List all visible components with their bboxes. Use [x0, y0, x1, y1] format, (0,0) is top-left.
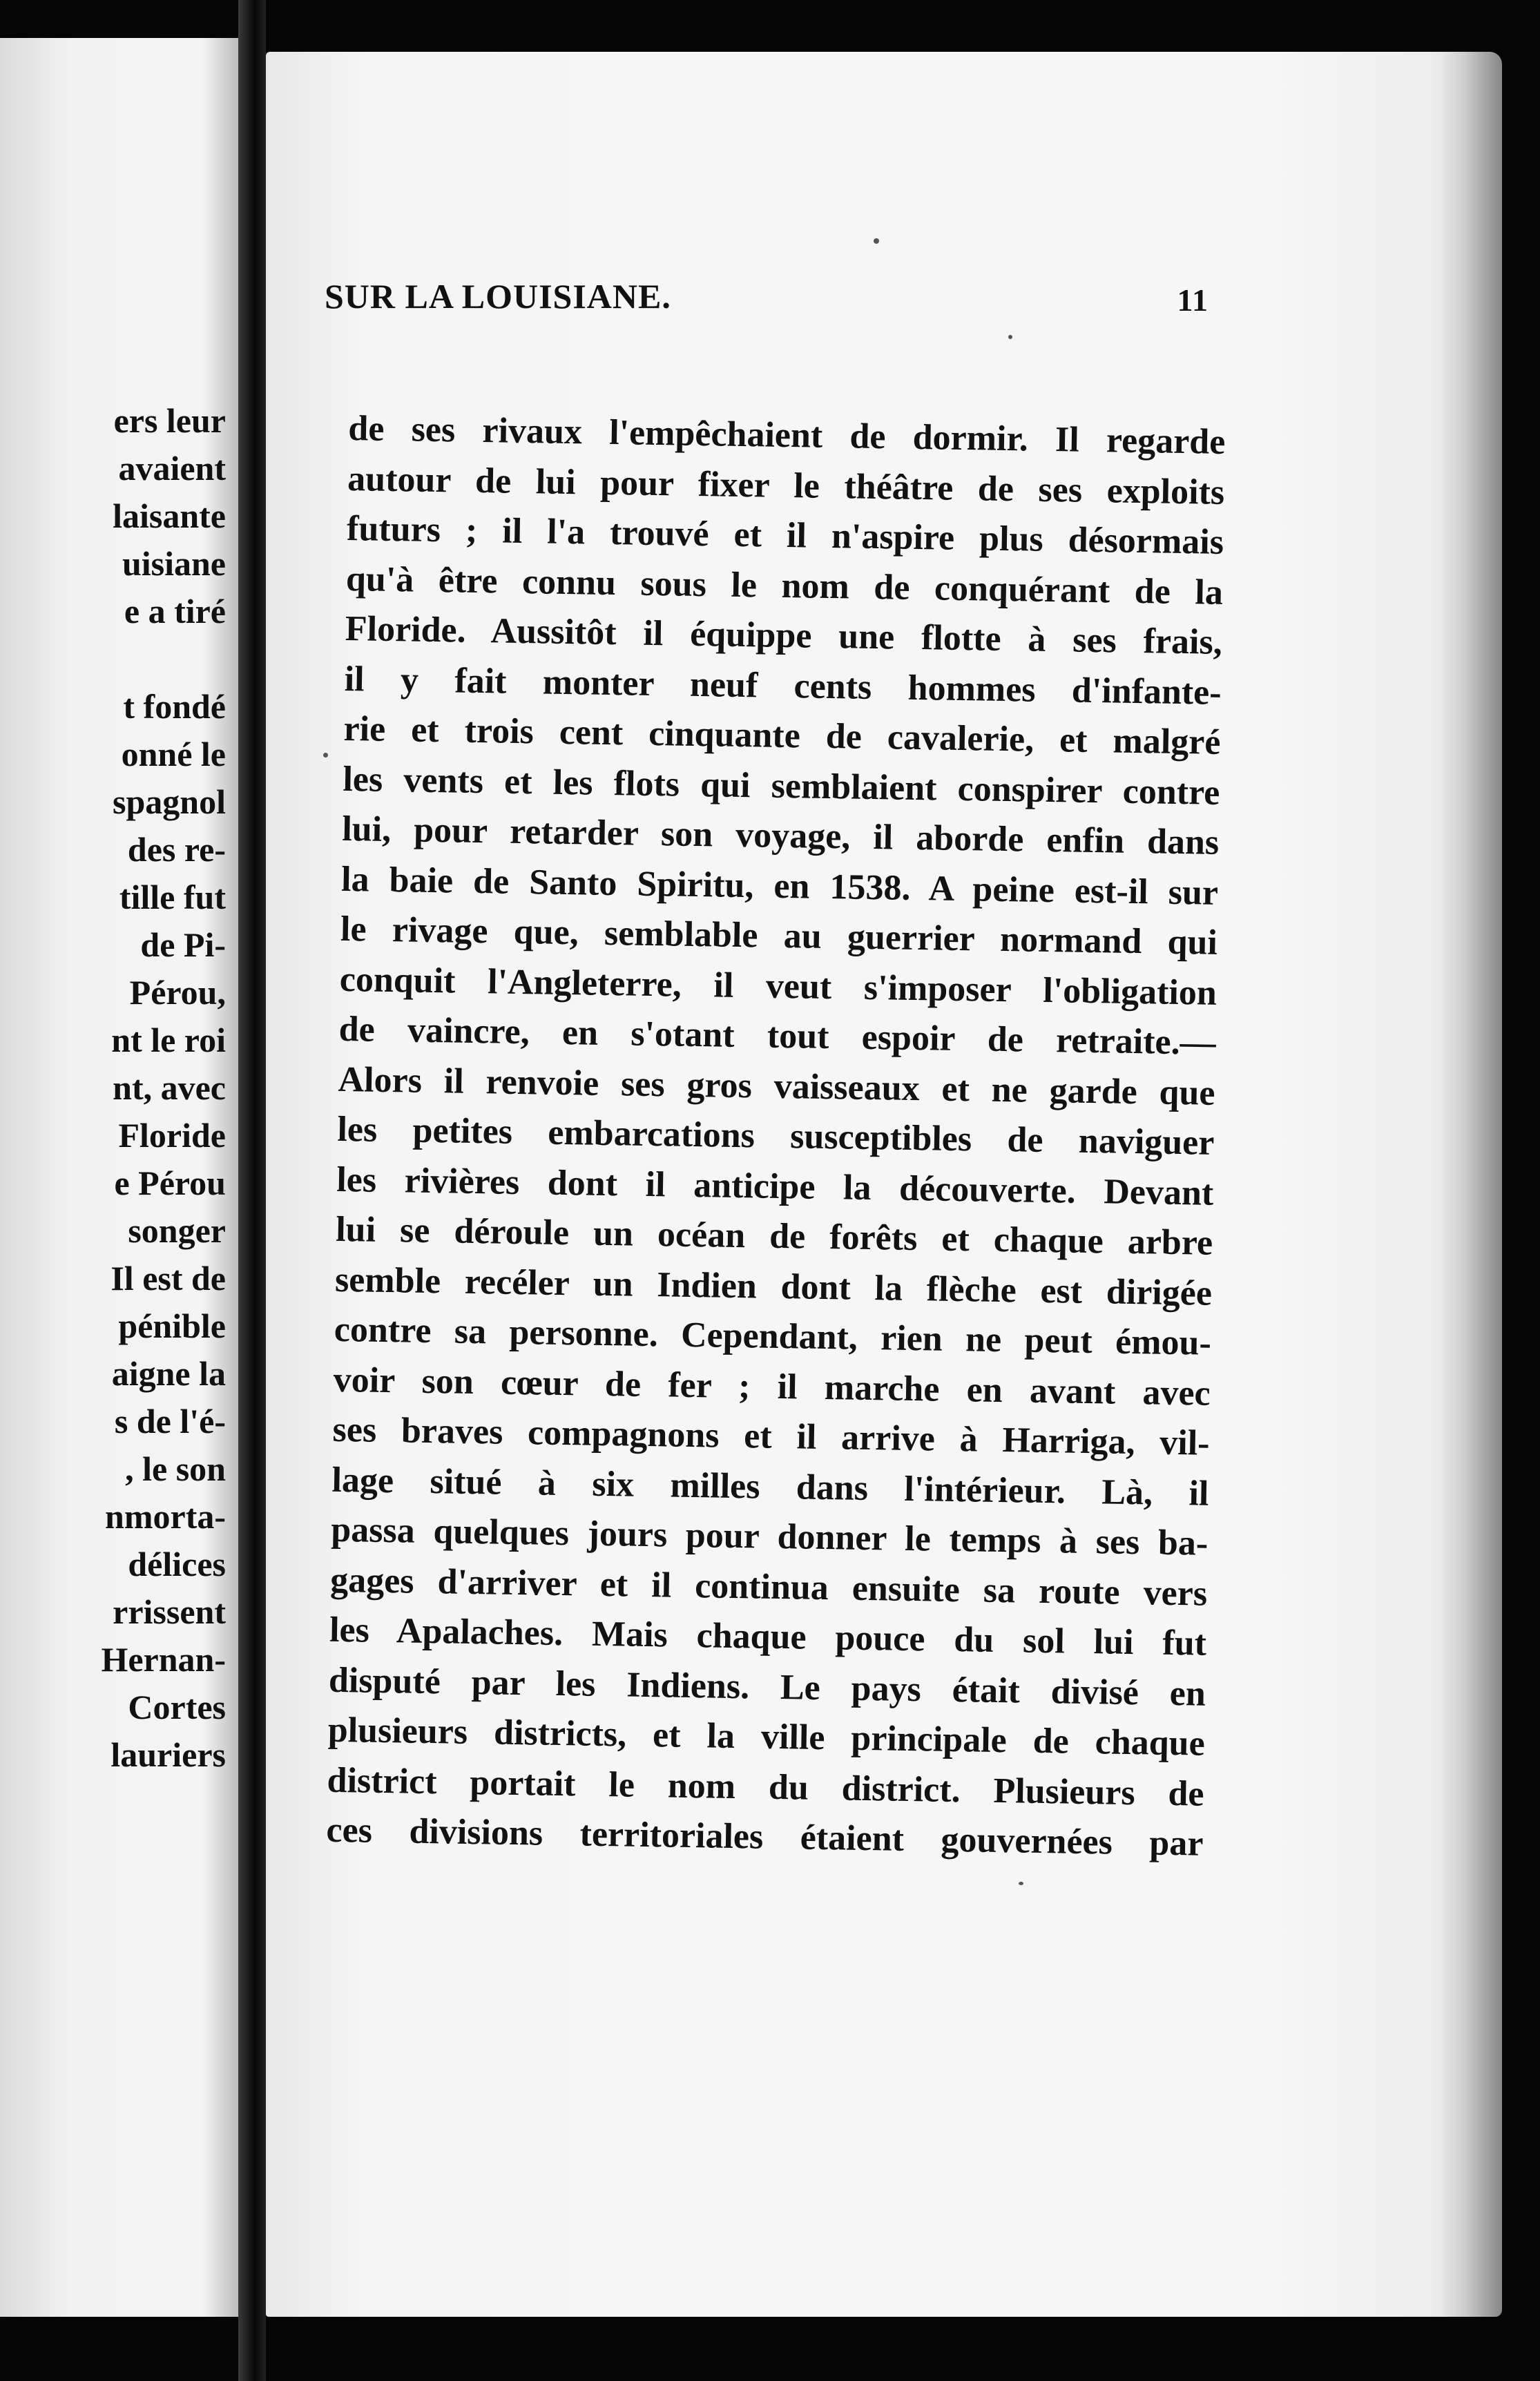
- text-line: de ses rivaux l'empêchaient de dormir. Il regarde: [347, 408, 1226, 462]
- left-line: nmorta-: [105, 1497, 226, 1536]
- left-line: e a tiré: [124, 592, 226, 630]
- text-line: lage situé à six milles dans l'intérieur. Là, il: [331, 1460, 1209, 1514]
- text-line: de vaincre, en s'otant tout espoir de retraite.—: [338, 1009, 1217, 1063]
- text-line: passa quelques jours pour donner le temps à ses ba-: [330, 1510, 1209, 1563]
- running-title: SUR LA LOUISIANE.: [325, 277, 671, 316]
- left-line: pénible: [118, 1307, 226, 1345]
- text-line: qu'à être connu sous le nom de conquérant de la: [345, 559, 1224, 613]
- left-line: avaient: [118, 449, 226, 488]
- left-line: lauriers: [110, 1735, 226, 1774]
- text-line: Alors il renvoie ses gros vaisseaux et ne garde que: [338, 1059, 1215, 1113]
- left-line: s de l'é-: [114, 1402, 226, 1440]
- left-line: Pérou,: [129, 973, 226, 1012]
- text-line: ces divisions territoriales étaient gouvernées par: [326, 1810, 1204, 1864]
- paper-speck: [874, 238, 879, 244]
- text-line: voir son cœur de fer ; il marche en avant avec: [333, 1360, 1211, 1414]
- text-line: plusieurs districts, et la ville principale de chaque: [327, 1710, 1206, 1764]
- left-line: Il est de: [110, 1259, 226, 1298]
- text-line: conquit l'Angleterre, il veut s'imposer l'obligation: [339, 959, 1217, 1013]
- text-line: les vents et les flots qui semblaient conspirer contre: [343, 759, 1220, 813]
- text-line: le rivage que, semblable au guerrier normand qui: [340, 909, 1218, 963]
- text-line: disputé par les Indiens. Le pays était divisé en: [328, 1660, 1206, 1714]
- text-line: il y fait monter neuf cents hommes d'infante-: [344, 659, 1222, 713]
- text-line: les Apalaches. Mais chaque pouce du sol lui fut: [329, 1610, 1207, 1664]
- paper-speck: [1008, 335, 1012, 339]
- left-line: tille fut: [119, 878, 226, 916]
- text-line: contre sa personne. Cependant, rien ne peut émou-: [334, 1309, 1212, 1363]
- paper-speck: [1019, 1882, 1023, 1885]
- paper-speck: [323, 753, 328, 758]
- left-line: laisante: [113, 497, 226, 535]
- left-line: des re-: [127, 830, 226, 869]
- body-text: [326, 404, 1226, 1869]
- left-line: uisiane: [122, 544, 226, 583]
- left-line: e Pérou: [114, 1164, 226, 1202]
- text-line: rie et trois cent cinquante de cavalerie, et malgré: [343, 708, 1221, 762]
- left-line: nt le roi: [111, 1021, 226, 1059]
- left-page-text: [101, 397, 226, 1779]
- text-line: lui se déroule un océan de forêts et chaque arbre: [335, 1209, 1213, 1263]
- text-line: les rivières dont il anticipe la découverte. Devant: [336, 1159, 1214, 1213]
- left-line: [101, 635, 226, 683]
- left-line: aigne la: [111, 1354, 226, 1393]
- text-line: lui, pour retarder son voyage, il aborde enfin dans: [341, 809, 1220, 862]
- left-line: ers leur: [113, 401, 226, 440]
- left-line: nt, avec: [113, 1068, 226, 1107]
- left-line: spagnol: [113, 782, 226, 821]
- page-edge-shadow: [1440, 52, 1502, 2317]
- text-line: autour de lui pour fixer le théâtre de ses exploits: [347, 459, 1225, 512]
- left-line: de Pi-: [140, 925, 226, 964]
- text-line: la baie de Santo Spiritu, en 1538. A peine est-il sur: [340, 859, 1219, 913]
- left-line: t fondé: [123, 687, 226, 726]
- text-line: ses braves compagnons et il arrive à Harriga, vil-: [332, 1409, 1210, 1463]
- text-line: Floride. Aussitôt il équippe une flotte à ses frais,: [345, 608, 1223, 662]
- text-line: semble recéler un Indien dont la flèche est dirigée: [334, 1260, 1213, 1313]
- text-line: futurs ; il l'a trouvé et il n'aspire plus désormais: [346, 508, 1224, 562]
- text-line: district portait le nom du district. Plusieurs de: [327, 1760, 1204, 1814]
- left-line: Cortes: [128, 1688, 226, 1726]
- left-line: Floride: [118, 1116, 226, 1155]
- text-line: gages d'arriver et il continua ensuite sa route vers: [329, 1560, 1208, 1614]
- left-line: onné le: [121, 735, 226, 773]
- left-line: songer: [128, 1211, 226, 1250]
- left-line: , le son: [125, 1449, 226, 1488]
- left-line: Hernan-: [101, 1640, 226, 1679]
- page-number: 11: [1177, 282, 1209, 318]
- book-gutter: [238, 0, 266, 2381]
- left-line: délices: [128, 1545, 226, 1583]
- left-line: rrissent: [113, 1592, 226, 1631]
- left-page: [0, 38, 238, 2317]
- text-line: les petites embarcations susceptibles de naviguer: [337, 1109, 1215, 1163]
